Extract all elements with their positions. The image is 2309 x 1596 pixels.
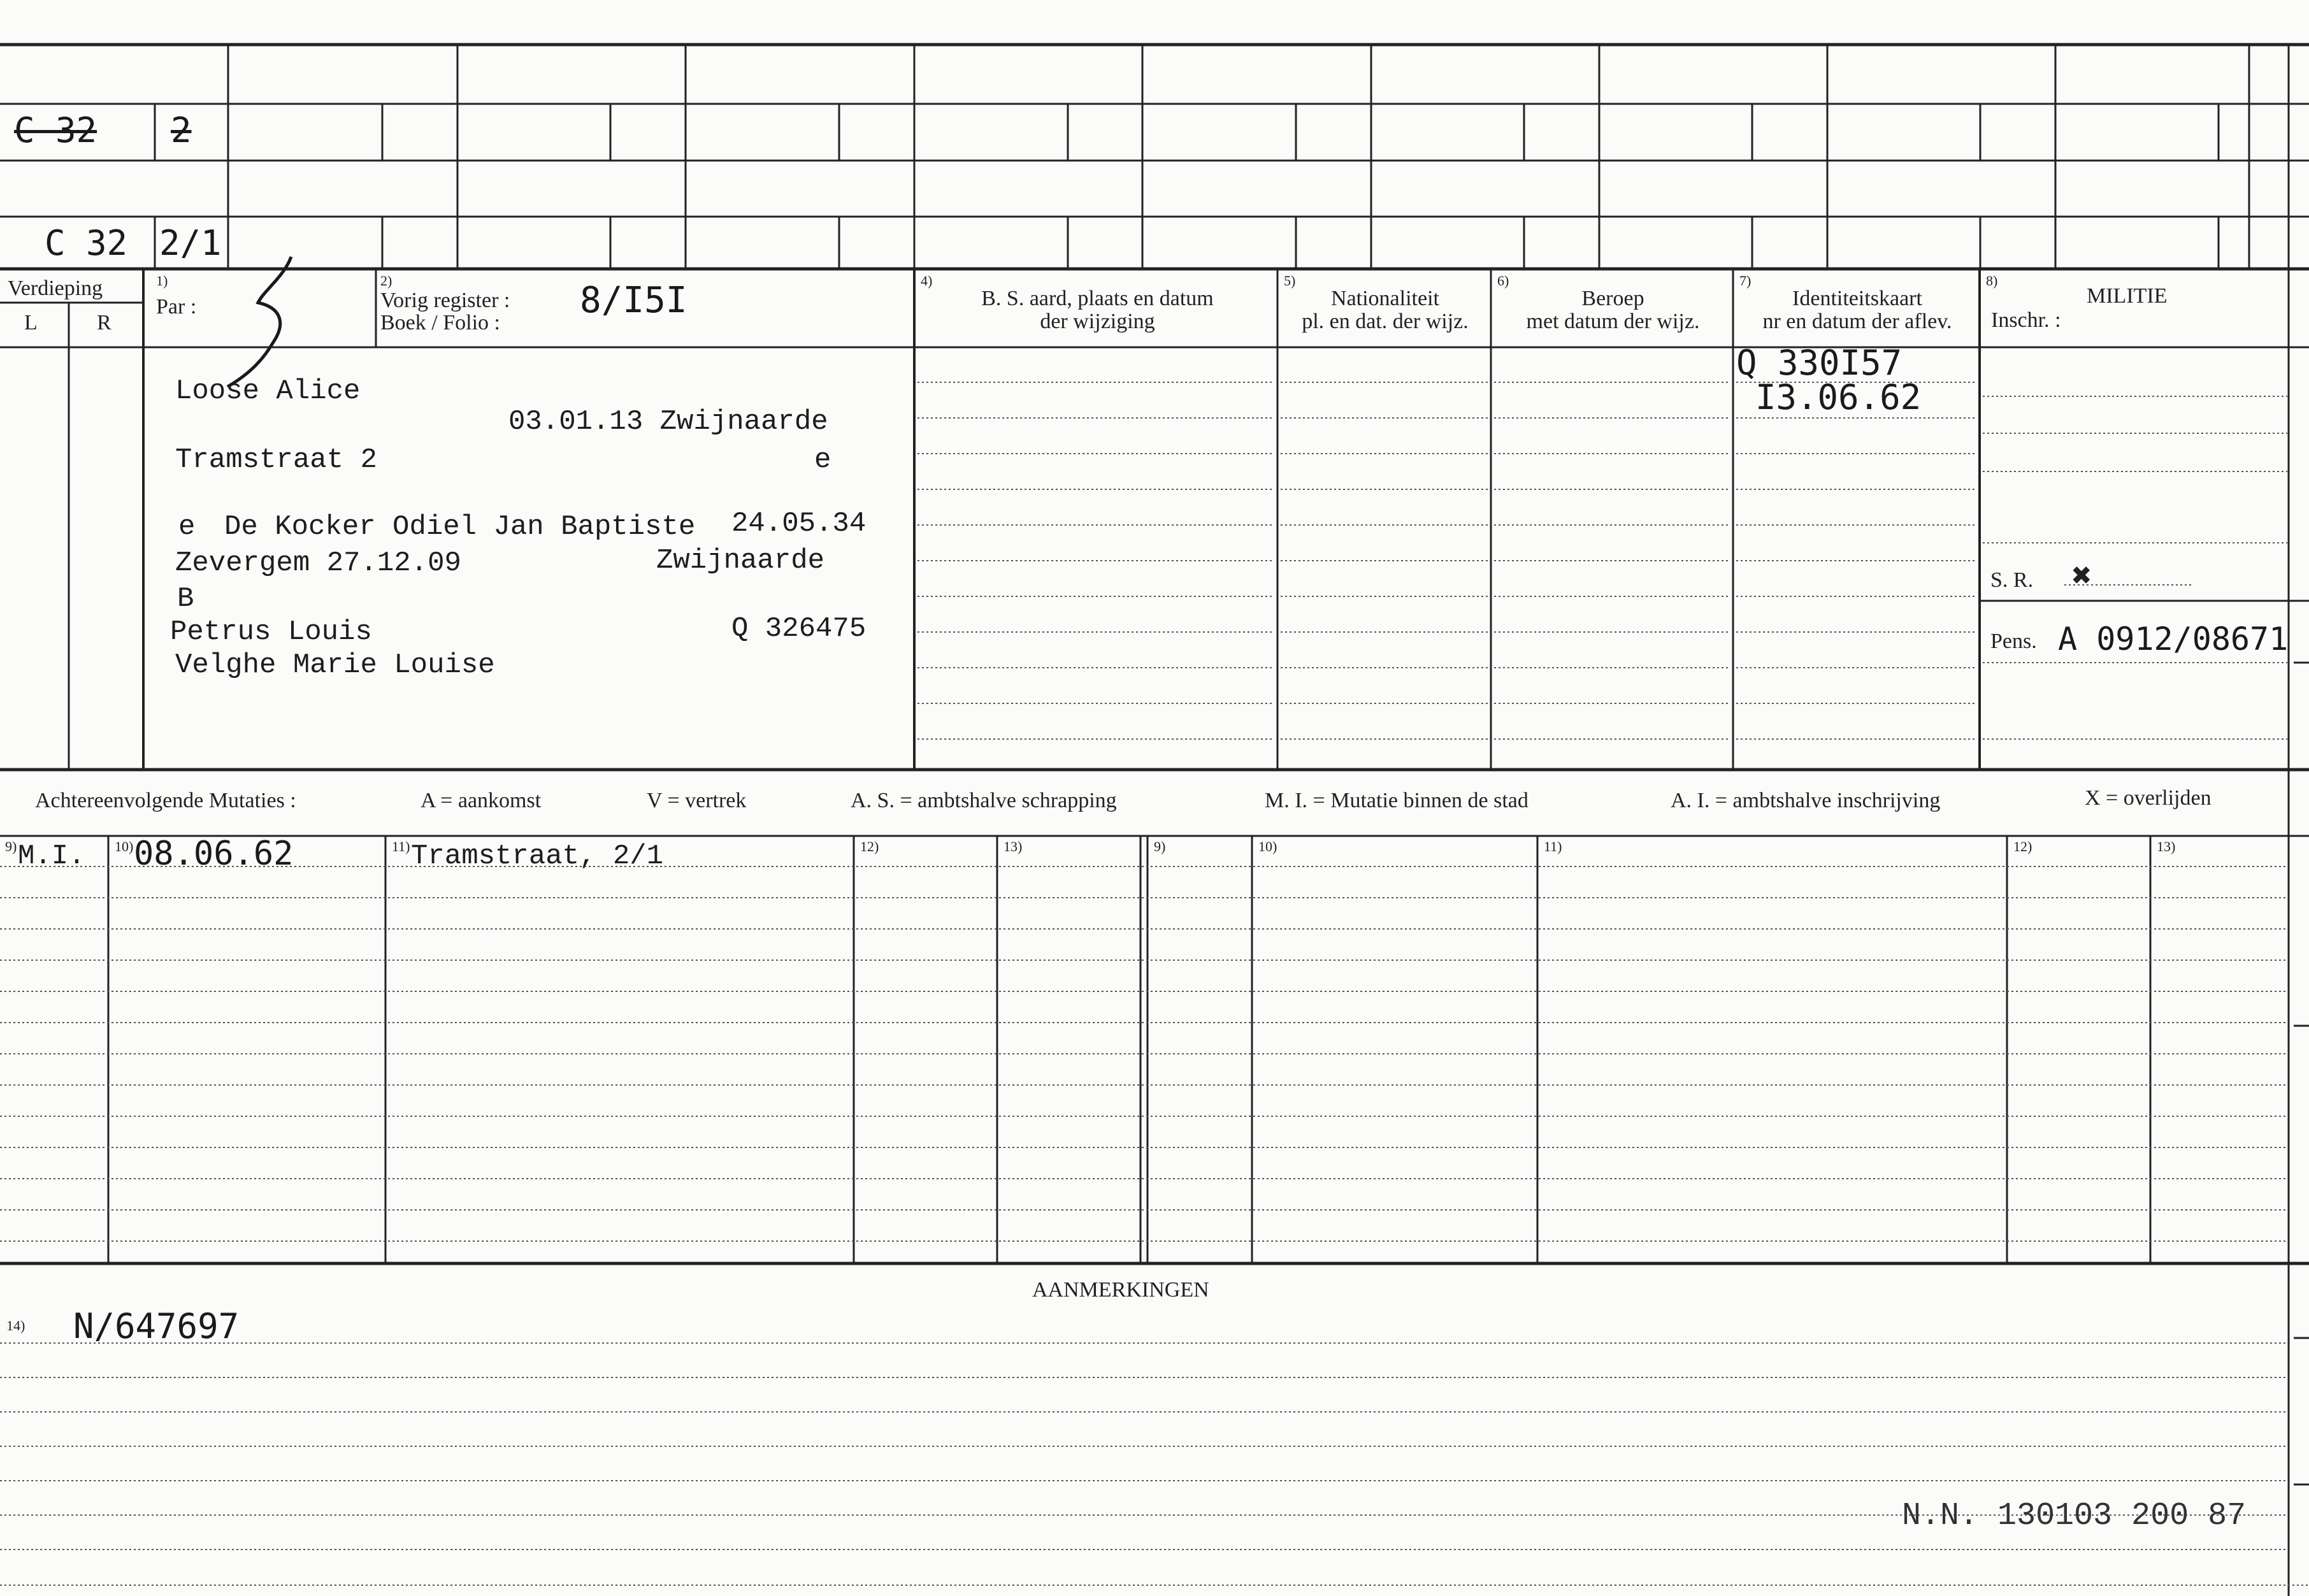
bs-number: 4) [921, 273, 933, 289]
sr-label: S. R. [1990, 568, 2034, 592]
person-birth: 03.01.13 Zwijnaarde [508, 406, 828, 438]
spouse-name: De Kocker Odiel Jan Baptiste [224, 511, 696, 543]
vorig-register-value: 8/I5I [580, 280, 687, 321]
mut-col9-left: 9) [5, 838, 17, 854]
pens-value: A 0912/08671 [2058, 621, 2289, 658]
id-number: 7) [1739, 273, 1752, 289]
mut-col12-right: 12) [2013, 838, 2032, 854]
mut-col12-left: 12) [860, 838, 879, 854]
par-label: Par : [156, 295, 197, 319]
person-name: Loose Alice [175, 375, 361, 407]
floor-l-label: L [24, 311, 38, 334]
index-code: C 32 [45, 223, 128, 263]
sr-cross-mark: ✖ [2071, 561, 2092, 590]
national-number: N.N. 130103 200 87 [1902, 1498, 2247, 1534]
mut-col9-right: 9) [1154, 838, 1166, 854]
mutation-address: Tramstraat, 2/1 [411, 840, 664, 872]
legend-aankomst: A = aankomst [421, 789, 542, 812]
vorig-number: 2) [380, 273, 392, 289]
spouse-prefix: e [178, 511, 196, 543]
bs-header-line2: der wijziging [1040, 310, 1155, 333]
floor-r-label: R [97, 311, 111, 334]
spouse-birth: Zevergem 27.12.09 [175, 547, 461, 579]
index-number: 2/1 [159, 223, 222, 263]
e-mark: e [814, 444, 831, 476]
vorig-register-label: Vorig register : [380, 289, 510, 312]
mut-col11-right: 11) [1544, 838, 1562, 854]
militie-number: 8) [1986, 273, 1998, 289]
identity-card-date: I3.06.62 [1755, 377, 1922, 417]
struck-number: 2 [171, 110, 192, 150]
mutation-type: M.I. [18, 840, 85, 872]
mother-name: Velghe Marie Louise [175, 649, 495, 681]
mut-col13-left: 13) [1003, 838, 1023, 854]
mut-col11-left: 11) [392, 838, 410, 854]
father-name: Petrus Louis [170, 616, 372, 648]
inschr-label: Inschr. : [1991, 308, 2061, 332]
verdieping-label: Verdieping [8, 277, 103, 300]
legend-mutatie: M. I. = Mutatie binnen de stad [1265, 789, 1529, 812]
remarks-title: AANMERKINGEN [1032, 1278, 1209, 1302]
par-number: 1) [156, 273, 168, 289]
legend-overlijden: X = overlijden [2085, 786, 2212, 810]
mut-col10-left: 10) [115, 838, 134, 854]
bs-header-line1: B. S. aard, plaats en datum [981, 287, 1214, 310]
mutation-date: 08.06.62 [134, 835, 294, 873]
father-id: Q 326475 [731, 613, 867, 645]
legend-title: Achtereenvolgende Mutaties : [35, 789, 296, 812]
mut-col10-right: 10) [1258, 838, 1277, 854]
id-header-line1: Identiteitskaart [1792, 287, 1922, 310]
marriage-date: 24.05.34 [731, 508, 867, 540]
legend-vertrek: V = vertrek [647, 789, 747, 812]
mut-col13-right: 13) [2157, 838, 2176, 854]
legend-schrapping: A. S. = ambtshalve schrapping [851, 789, 1117, 812]
identity-card-number: Q 330I57 [1736, 343, 1903, 383]
militie-label: MILITIE [2087, 284, 2168, 308]
nat-header-line2: pl. en dat. der wijz. [1302, 310, 1469, 333]
beroep-header-line1: Beroep [1581, 287, 1644, 310]
struck-code: C 32 [14, 110, 97, 150]
remarks-number: 14) [6, 1318, 25, 1334]
person-address: Tramstraat 2 [175, 444, 377, 476]
marriage-place: Zwijnaarde [656, 545, 825, 577]
pens-label: Pens. [1990, 629, 2037, 653]
id-header-line2: nr en datum der aflev. [1762, 310, 1952, 333]
b-mark: B [177, 583, 194, 615]
beroep-number: 6) [1497, 273, 1509, 289]
legend-inschrijving: A. I. = ambtshalve inschrijving [1671, 789, 1941, 812]
boek-folio-label: Boek / Folio : [380, 311, 500, 334]
nat-number: 5) [1284, 273, 1296, 289]
remarks-value: N/647697 [73, 1306, 240, 1346]
beroep-header-line2: met datum der wijz. [1526, 310, 1700, 333]
nat-header-line1: Nationaliteit [1331, 287, 1439, 310]
